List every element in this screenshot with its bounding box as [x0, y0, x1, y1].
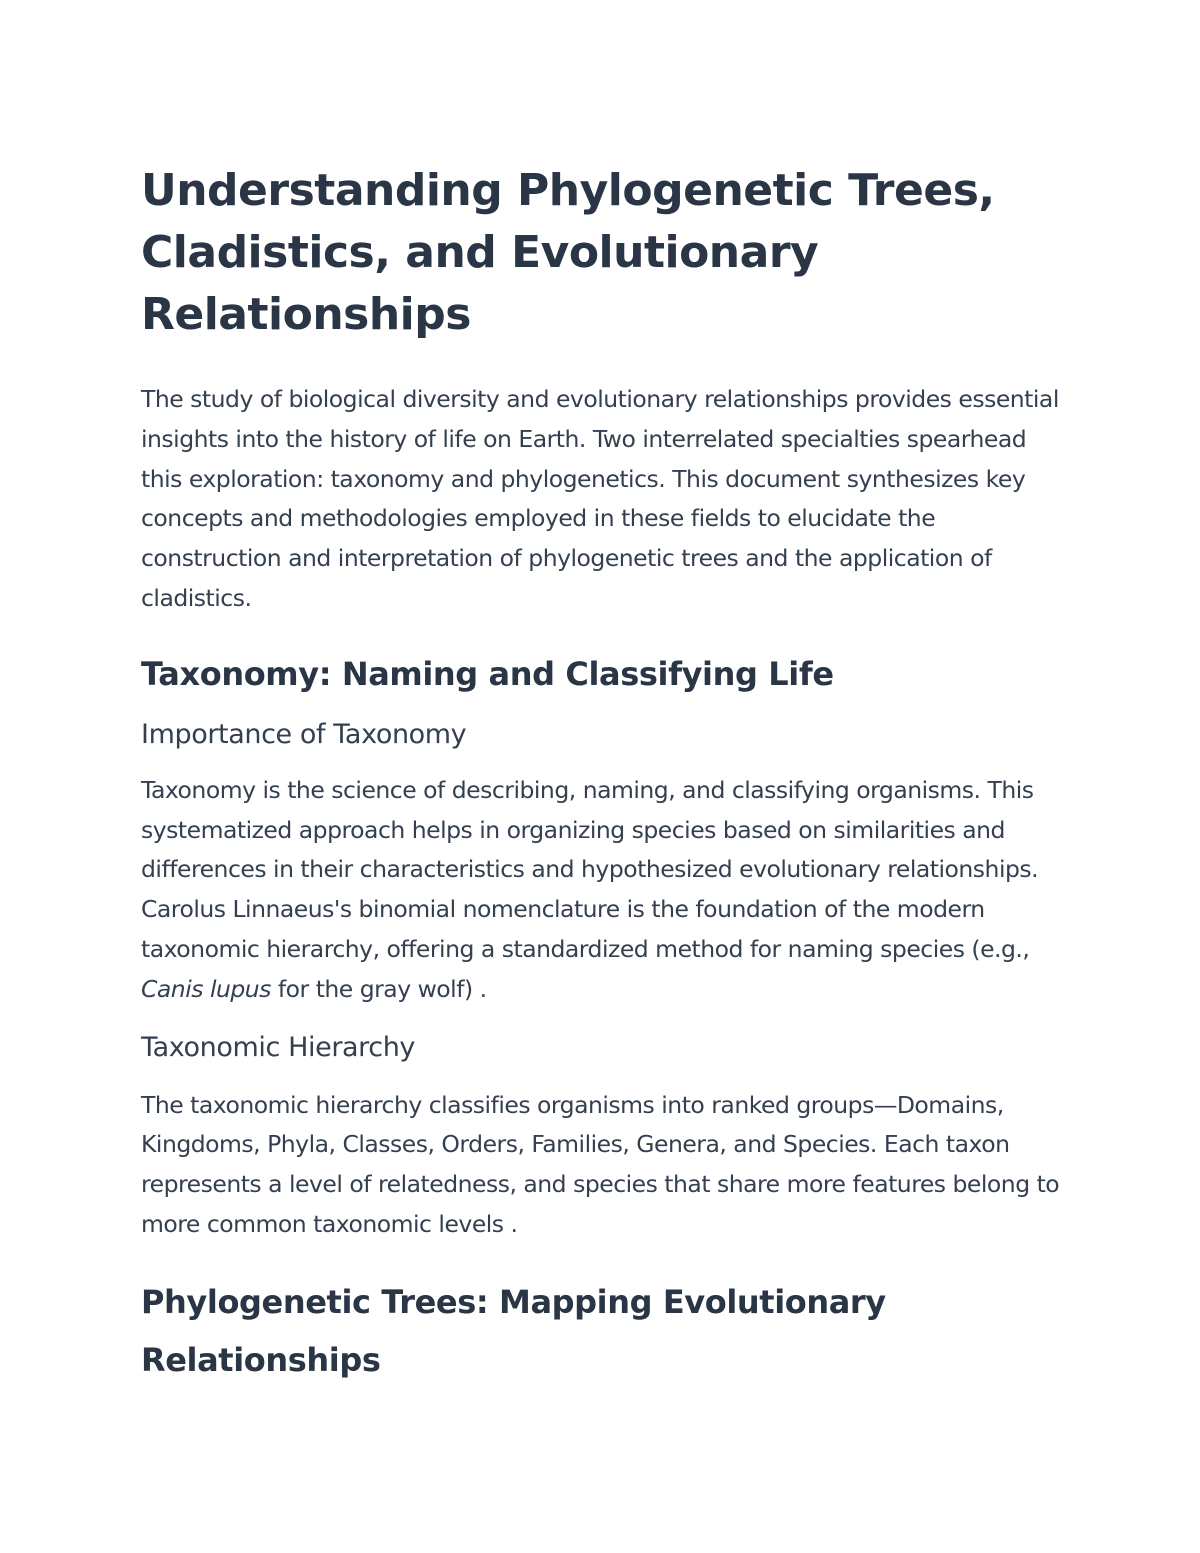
paragraph-importance-of-taxonomy [141, 771, 1071, 1010]
species-name-italic: Canis lupus [141, 974, 271, 1003]
subsection-heading-importance: Importance of Taxonomy [141, 718, 467, 750]
subsection-heading-hierarchy: Taxonomic Hierarchy [141, 1031, 416, 1063]
document-title: Understanding Phylogenetic Trees, Cladistics, and Evolutionary Relationships [141, 165, 995, 340]
intro-paragraph: The study of biological diversity and evolutionary relationships provides essential insights into the history of life on Earth. Two interrelated specialties spearhead this exploration: taxonomy and phylogenetics. This document synthesizes key concepts and methodologies employed in these fields to elucidate the construction and interpretation of phylogenetic trees and the application of cladistics. [141, 385, 1059, 612]
document-page [141, 160, 1071, 1389]
section-heading-phylogenetic-trees: Phylogenetic Trees: Mapping Evolutionary Relationships [141, 1282, 886, 1379]
section-heading-taxonomy: Taxonomy: Naming and Classifying Life [141, 654, 834, 693]
paragraph-text-after-italic: for the gray wolf) . [270, 974, 487, 1003]
paragraph-taxonomic-hierarchy: The taxonomic hierarchy classifies organisms into ranked groups—Domains, Kingdoms, Phyla, Classes, Orders, Families, Genera, and Species. Each taxon represents a level of relatedness, and species that share more features belong to more common taxonomic levels . [141, 1090, 1060, 1238]
paragraph-text-before-italic: Taxonomy is the science of describing, naming, and classifying organisms. This systematized approach helps in organizing species based on similarities and differences in their characteristics and hypothesized evolutionary relationships. Carolus Linnaeus's binomial nomenclature is the foundation of the modern taxonomic hierarchy, offering a standardized method for naming species (e.g., [141, 775, 1039, 963]
